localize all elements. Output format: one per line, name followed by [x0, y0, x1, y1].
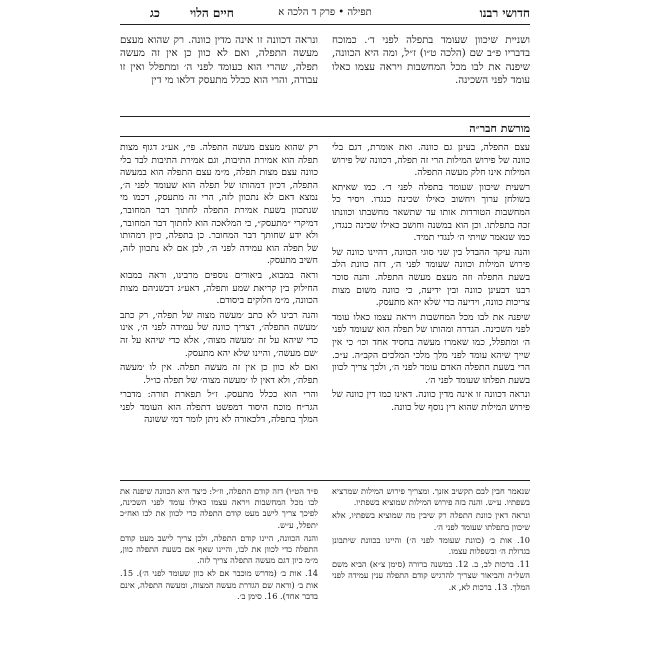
section-rule-bottom: [120, 136, 530, 137]
footnote: והנה הכוונה, היינו קודם התפלה, ולכן צריך לישב מעט קודם התפלה כדי לכוון את לבו, והיינו שאף אם בשעת התפלה כוון, מ״מ כיון דגם מעשה התפלה צריך לזה.: [120, 532, 318, 566]
main-text-left-para: ונראה דכוונה זו אינה מדין כוונה. רק שהוא מעצם מעשה התפלה, ואם לא כוון כן אין זה מעשה תפלה, שהרי הוא כעומד לפני ה׳ ומתפלל ואין זו עבודה, והרי הוא ככלל מתעסק דלאו מי דין: [120, 35, 318, 87]
main-text-right: [332, 34, 530, 112]
footnote: 11. ברכות לב, ב. 12. במשנה ברורה (סימן צ״א) הביא משם השל״ה והביאור שצריך להרגיש קודם התפלה ענין עמידה לפני המלך. 13. ברכות לא, א.: [332, 559, 530, 592]
footnote: ונראה דאין כוונת התפלה רק שיבין מה שמוציא בשפתיו, אלא שיכוון בתפלתו שעומד לפני ה׳.: [332, 510, 530, 532]
header-title-left: חיים הלוי: [190, 6, 234, 20]
commentary-para: עצם התפלה, בעינן גם כוונה. ואת אומרת, דגם בלי כוונה של פירוש המילות הרי זה תפלה, דכוונה של פירוש המילות אינו חלק מעשה התפלה.: [332, 142, 530, 179]
footnotes-right: [332, 486, 530, 640]
header-title-right: חדושי רבנו: [479, 6, 530, 20]
commentary-para: ונראה דכוונה זו אינה מדין כוונה. דאינו כמו דין כוונה של פירוש המילות שהוא דין נוסף של כוונה.: [332, 389, 530, 413]
commentary-para: וראה במבוא, ביאורים נוספים מרבינו, וראה במבוא החילוק בין קריאת שמע ותפלה, דאע״ג דבשניהם מצות הכוונה, מ״מ חלוקים ביסודם.: [120, 269, 318, 307]
footnote: שנאמר חבין לבם תקשיב אזנך. ומצריך פירוש המילות שמרציא בשפתיו. ע״ש. והנה בזה פירוש המילות שמוציא בשפתיו.: [332, 486, 530, 508]
section-rule-top: [120, 116, 530, 117]
commentary-para: שיפנה את לבו מכל המחשבות ויראה עצמו כאלו עומד לפני השכינה. הגדרה ומהותו של תפלה הוא שעומד לפני ה׳ ומתפלל, כמו שאמרו מעשה בחסיד אחד וכו׳ כי אין שייך שיהא עומד לפני מלך מלכי המלכים הקב״ה. ע״כ. הרי בשעת התפלה האדם עומד לפני ה׳, ולכך צריך לכוון בשעת תפלתו שעומד לפני ה׳.: [332, 311, 530, 386]
commentary-para: ואם לא כוון כן אין זה מעשה תפלה. אין לו ׳מעשה תפלה׳, ולא דאין לו ׳מעשה מצוה׳ של תפלה כו״ל.: [120, 362, 318, 386]
commentary-para: והנה רבינו לא כתב ׳מעשה מצוה של תפלה׳, רק כתב ׳מעשה התפלה׳, דצריך כוונה של עמידה לפני ה׳, אינו כדי שיהא על זה ׳מעשה מצוה׳, אלא כדי שיהא על זה ׳שם מעשה׳, והיינו שלא יהא מתעסק.: [120, 309, 318, 359]
header-title-center: תפילה • פרק ד הלכה א: [278, 7, 372, 18]
commentary-para: והרי הוא ככלל מתעסק. ז״ל תפארת תורה: מדברי הגר״ח מוכח היסוד דמפשט דתפלה הוא העומד לפני המלך בתפלה, דלכאורה לא ניתן לומר דמי ששונה: [120, 389, 318, 426]
main-text-right-para: ושניית שיכוון שעומד בתפלה לפני ד׳. כמוכח בדבריו פ״ב שם (הלכה ט״ו) ז״ל, ומה היא הכוונה, שיפנה את לבו מכל המחשבות ויראה עצמו כאלו עומד לפני השכינה.: [332, 35, 530, 87]
footnote: פ״ד הט״ו) דזה קודם התפלה, וז״ל: כיצד היא הכוונה שיפנה את לבו מכל המחשבות ויראה עצמו כאילו עומד לפני השכינה, לפיכך צריך לישב מעט קודם התפלה כדי לכוון את לבו ואח״כ יתפלל, ע״ש.: [120, 486, 318, 530]
main-text-left: [120, 34, 318, 112]
header-rule: [120, 24, 530, 25]
footnotes-left: [120, 486, 318, 640]
commentary-para: והנה עיקר ההבדל בין שני סוגי הכוונה, דהיינו כוונה של פירוש המילות וכוונה שעומד לפני ה׳, דזה כוונת הלב בשעת התפלה וזה מעצם מעשה התפלה. והנה סוכר רבנו דבעינן כוונה ובין ידיעה, כי כוונה משום מצות צריכות כוונה, וידיעה כדי שלא יהא מתעסק.: [332, 246, 530, 309]
running-header: [120, 6, 530, 24]
footnote: 10. אות ב׳ (כוונת שעומד לפני ה׳) והיינו בכוונת שיתבונן בגדולת ה׳ ובשפלות עצמו.: [332, 534, 530, 557]
commentary-para: רשעית שיכוון שעומד בתפלה לפני ד׳. כמו שאיתא בשולחן ערוך ויחשוב כאילו שכינה כנגדו. ויסיר כל המחשבות הטורדות אותו עד שתשאר מחשבתו וכוונתו זכה בתפלתו. וכן הוא במשנה וחושב כאילו שכינה כנגדו, כמו שנאמר שויתי ה׳ לנגדי תמיד.: [332, 181, 530, 244]
commentary-left: [120, 142, 318, 474]
section-title: מורשת חבר״ה: [469, 122, 530, 135]
commentary-para: רק שהוא מעצם מעשה התפלה. פי׳, אע״ג דגוף מצות תפלה הוא אמירת התיבות, וגם אמירת התיבות לבד בלי כוונה עצם מצות תפלה, מ״מ עצם התפלה הוא במעשה התפלה, דכיון דמהותו של תפלה הוא שעומד לפני ה׳, נמצא דאם לא נתכוון לזה, הרי זה מתעסק, דכמו מי שנתכוון בשעת אמירת התפלה לחתוך דבר המחובר, דמיקרי ״מתעסק״, כי המלאכה הוא לחתוך דבר המחובר, ולא ידע שחותך דבר המחובר. כן בתפלה, כיון דמהותו של תפלה הוא עמידה לפני ה׳, לכן אם לא נתכוון לזה, חשיב מתעסק.: [120, 142, 318, 267]
commentary-right: [332, 142, 530, 474]
footnote: 14. אות ב׳ (מדרש מוכבר אם לא כוון שעומד לפני ה׳). 15. אות ב׳ (וראה שם הגדרת מעשה המצוה, ומעשה התפלה, אינם בדבר אחד). 16. סימן ב׳.: [120, 568, 318, 601]
page-number: כג: [150, 6, 160, 20]
footnote-rule: [120, 480, 530, 481]
